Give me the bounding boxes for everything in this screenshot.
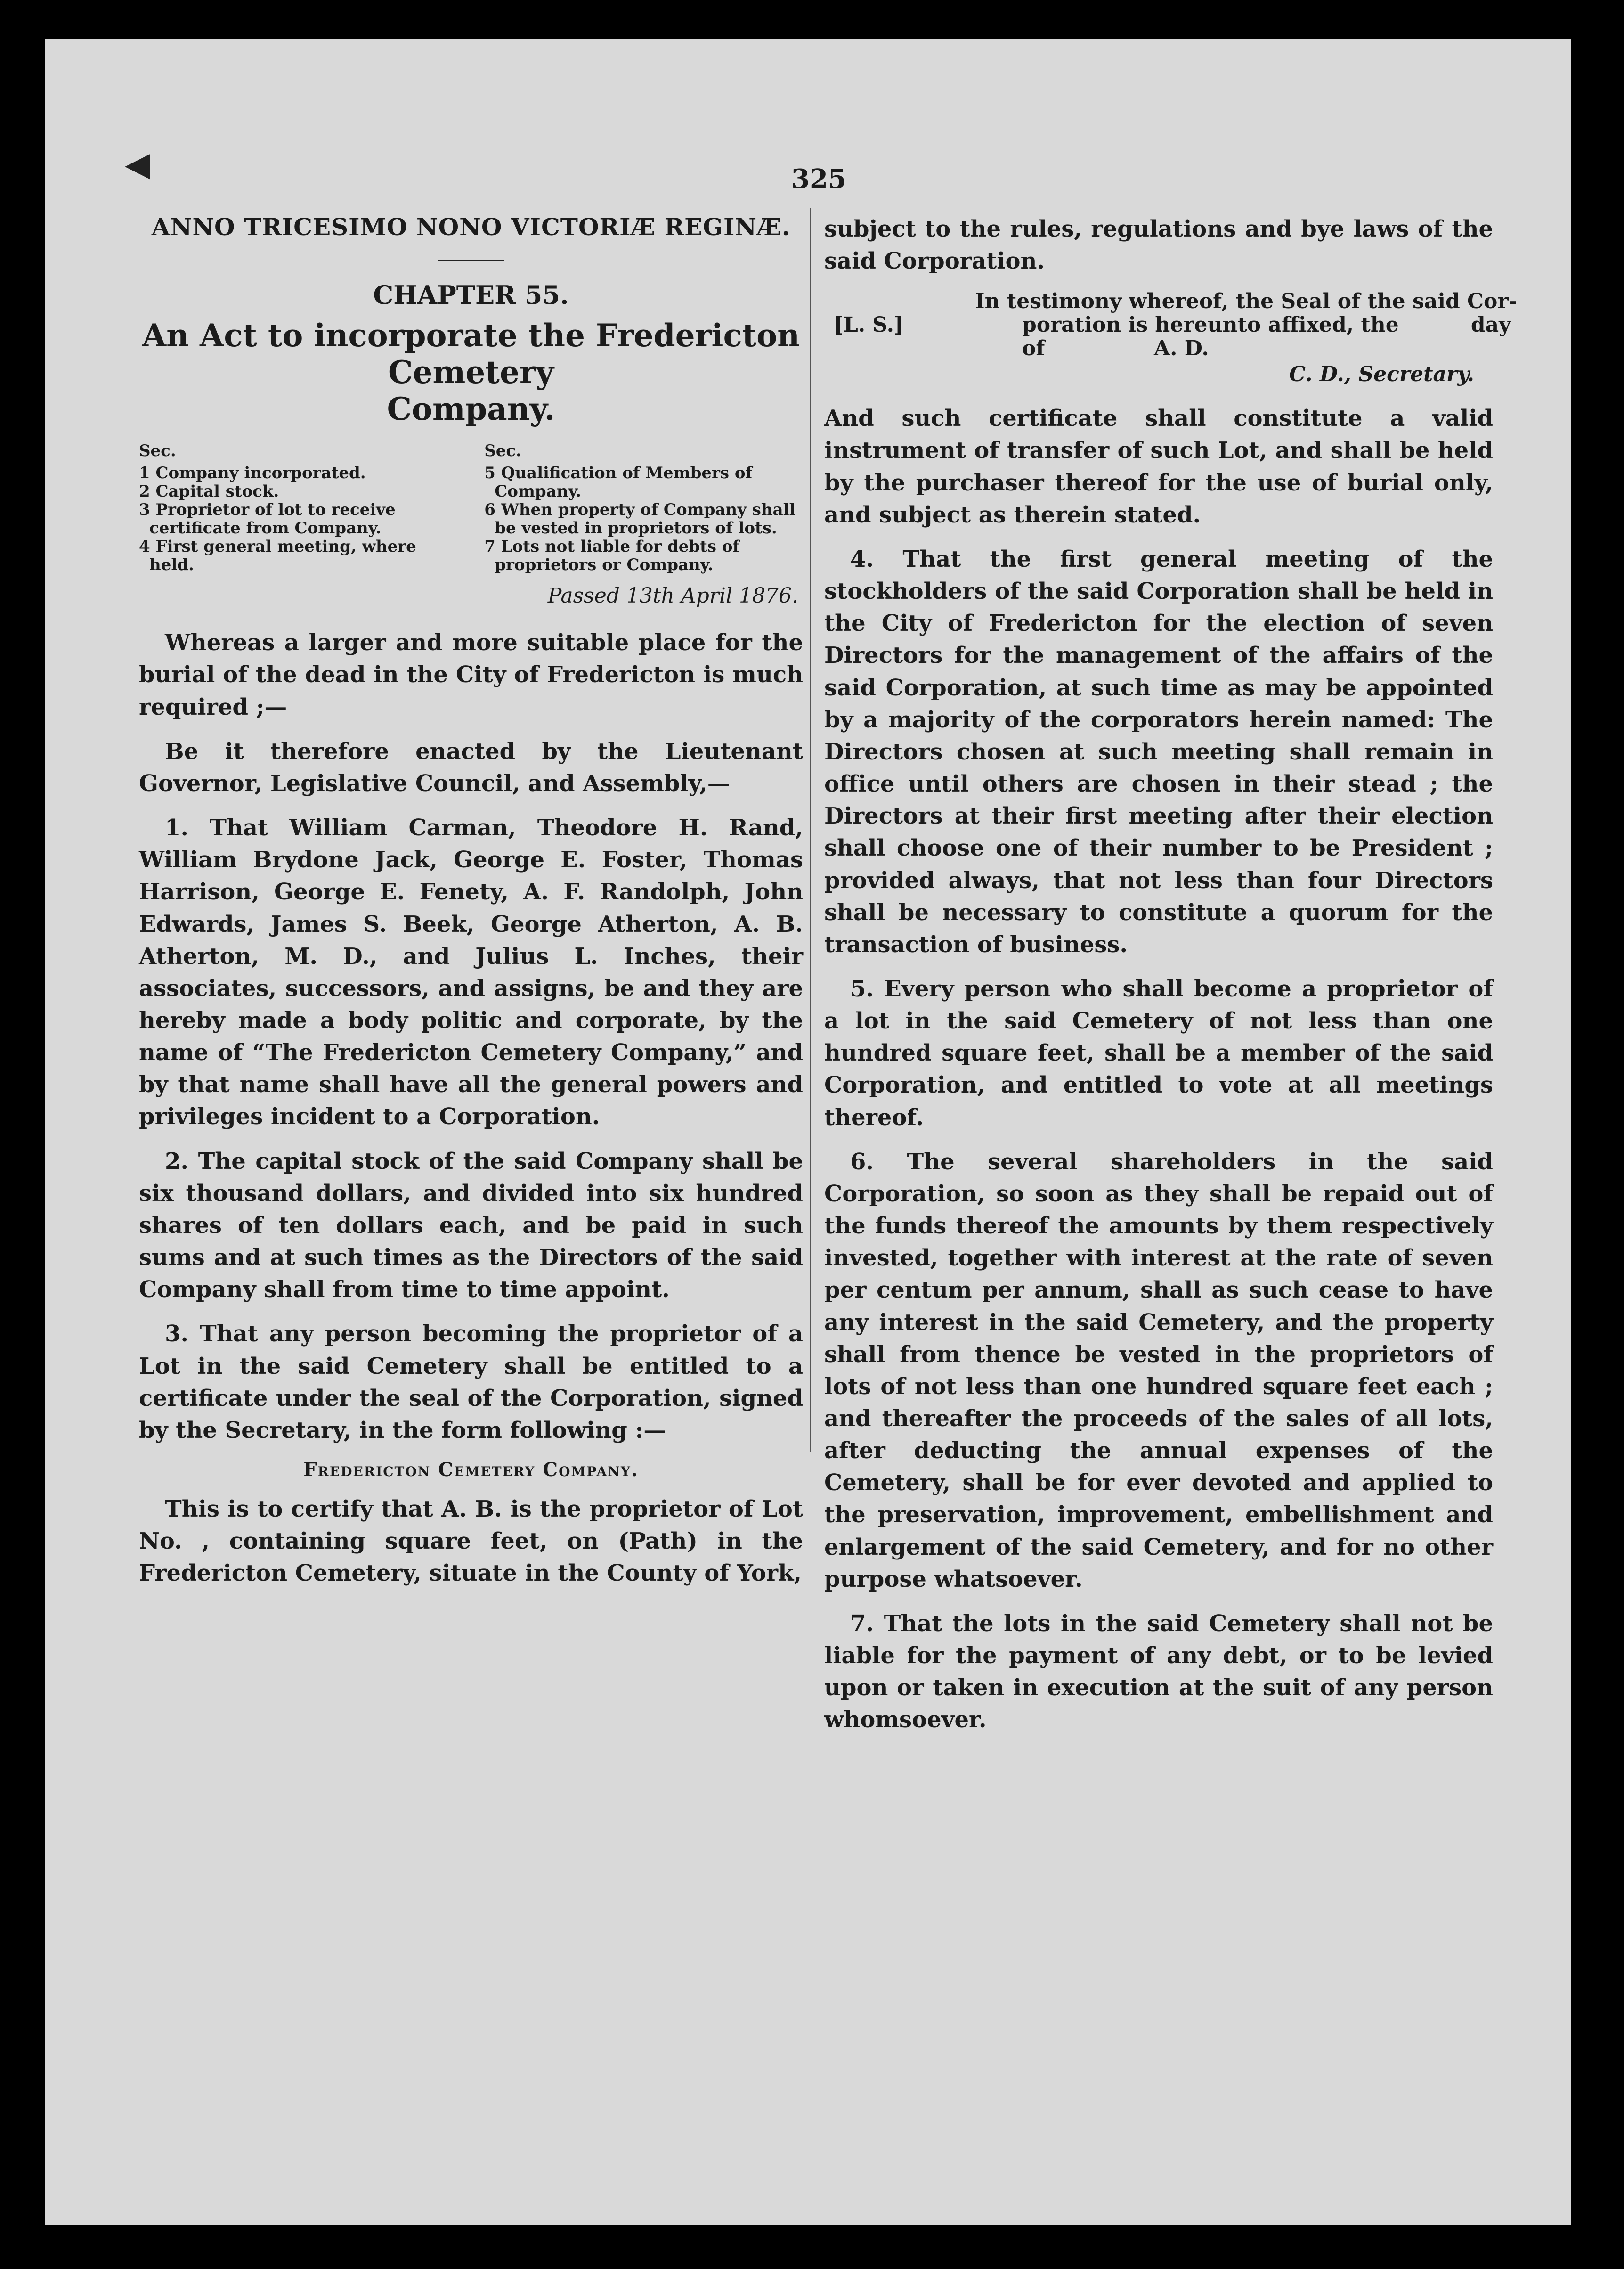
form-text: This is to certify that A. B. is the proprietor of Lot No. , containing square feet, on (Path) in the Fredericton Cemetery, situate in the County of York, (139, 1496, 803, 1587)
preamble: Whereas a larger and more suitable place for the burial of the dead in the City of Fredericton is much required ;— (139, 629, 803, 720)
act-title-line-1: An Act to incorporate the Fredericton Cemetery (142, 317, 800, 391)
contents-item: 6 When property of Company shall be vested in proprietors of lots. (484, 500, 796, 538)
section-1: 1. That William Carman, Theodore H. Rand, William Brydone Jack, George E. Foster, Thomas Harrison, George E. Fenety, A. F. Randolph, John Edwards, James S. Beek, George Atherton, A. B. Atherton, M. D., and Julius L. Inches, their associates, successors, and assigns, be and they are hereby made a body politic and corporate, by the name of “The Fredericton Cemetery Company,” and by that name shall have all the general powers and privileges incident to a Corporation. (139, 815, 803, 1130)
right-column (824, 213, 1517, 1748)
contents-item: 3 Proprietor of lot to receive certificate from Company. (139, 500, 396, 538)
form-heading: Fredericton Cemetery Company. (303, 1459, 639, 1481)
certificate-clause: And such certificate shall constitute a valid instrument of transfer of such Lot, and shall be held by the purchaser thereof for the use of burial only, and subject as therein stated. (824, 405, 1493, 528)
section-4: 4. That the first general meeting of the stockholders of the said Corporation shall be held in the City of Fredericton for the election of seven Directors for the management of the affairs of the said Corporation, at such time as may be appointed by a majority of the corporators herein named: The Directors chosen at such meeting shall remain in office until others are chosen in their stead ; the Directors at their first meeting after their election shall choose one of their number to be President ; provided always, that not less than four Directors shall be necessary to constitute a quorum for the transaction of business. (824, 546, 1493, 958)
section-contents (139, 442, 803, 575)
contents-item: 1 Company incorporated. (139, 463, 366, 482)
testimony-block (824, 289, 1517, 402)
secretary-signature: C. D., Secretary. (1289, 362, 1474, 387)
document-page (45, 39, 1571, 2225)
contents-item: 7 Lots not liable for debts of proprietors or Company. (484, 537, 740, 575)
contents-column-left (139, 442, 458, 575)
contents-column-right (484, 442, 803, 575)
seal-label: [L. S.] (834, 313, 904, 337)
section-6: 6. The several shareholders in the said Corporation, so soon as they shall be repaid out of the funds thereof the amounts by them respectively invested, together with interest at the rate of seven per centum per annum, shall as such cease to have any interest in the said Cemetery, and the property shall from thence be vested in the proprietors of lots of not less than one hundred square feet each ; and thereafter the proceeds of the sales of all lots, after deducting the annual expenses of the Cemetery, shall be for ever devoted and applied to the preservation, improvement, embellishment and enlargement of the said Cemetery, and for no other purpose whatsoever. (824, 1148, 1493, 1592)
act-title (139, 318, 803, 428)
enacting-clause: Be it therefore enacted by the Lieutenant Governor, Legislative Council, and Assembly,— (139, 738, 803, 797)
testimony-of: of (1022, 336, 1045, 361)
sec-label: Sec. (139, 441, 176, 460)
passed-date: Passed 13th April 1876. (547, 584, 798, 608)
left-column (139, 213, 803, 1602)
chapter-heading: CHAPTER 55. (373, 280, 569, 310)
header-rule (438, 260, 504, 261)
margin-mark: ◀ (125, 145, 150, 183)
testimony-line: In testimony whereof, the Seal of the said Cor- (975, 289, 1517, 314)
contents-item: 2 Capital stock. (139, 482, 279, 501)
form-text-continued: subject to the rules, regulations and bye laws of the said Corporation. (824, 216, 1493, 275)
section-3: 3. That any person becoming the proprietor of a Lot in the said Cemetery shall be entitled to a certificate under the seal of the Corporation, signed by the Secretary, in the form following :— (139, 1321, 803, 1444)
contents-item: 5 Qualification of Members of Company. (484, 463, 753, 501)
testimony-ad: A. D. (1154, 336, 1209, 361)
section-5: 5. Every person who shall become a proprietor of a lot in the said Cemetery of not less than one hundred square feet, shall be a member of the said Corporation, and entitled to vote at all meetings thereof. (824, 975, 1493, 1131)
section-7: 7. That the lots in the said Cemetery shall not be liable for the payment of any debt, or to be levied upon or taken in execution at the suit of any person whomsoever. (824, 1610, 1493, 1733)
sec-label: Sec. (484, 441, 521, 460)
page-number: 325 (791, 163, 846, 195)
running-header: ANNO TRICESIMO NONO VICTORIÆ REGINÆ. (151, 213, 791, 241)
act-title-line-2: Company. (387, 390, 555, 427)
column-divider (810, 208, 811, 1452)
contents-item: 4 First general meeting, where held. (139, 537, 416, 575)
section-2: 2. The capital stock of the said Company shall be six thousand dollars, and divided into six hundred shares of ten dollars each, and be paid in such sums and at such times as the Directors of the said Company shall from time to time appoint. (139, 1148, 803, 1303)
testimony-line: poration is hereunto affixed, the day (1022, 313, 1511, 337)
